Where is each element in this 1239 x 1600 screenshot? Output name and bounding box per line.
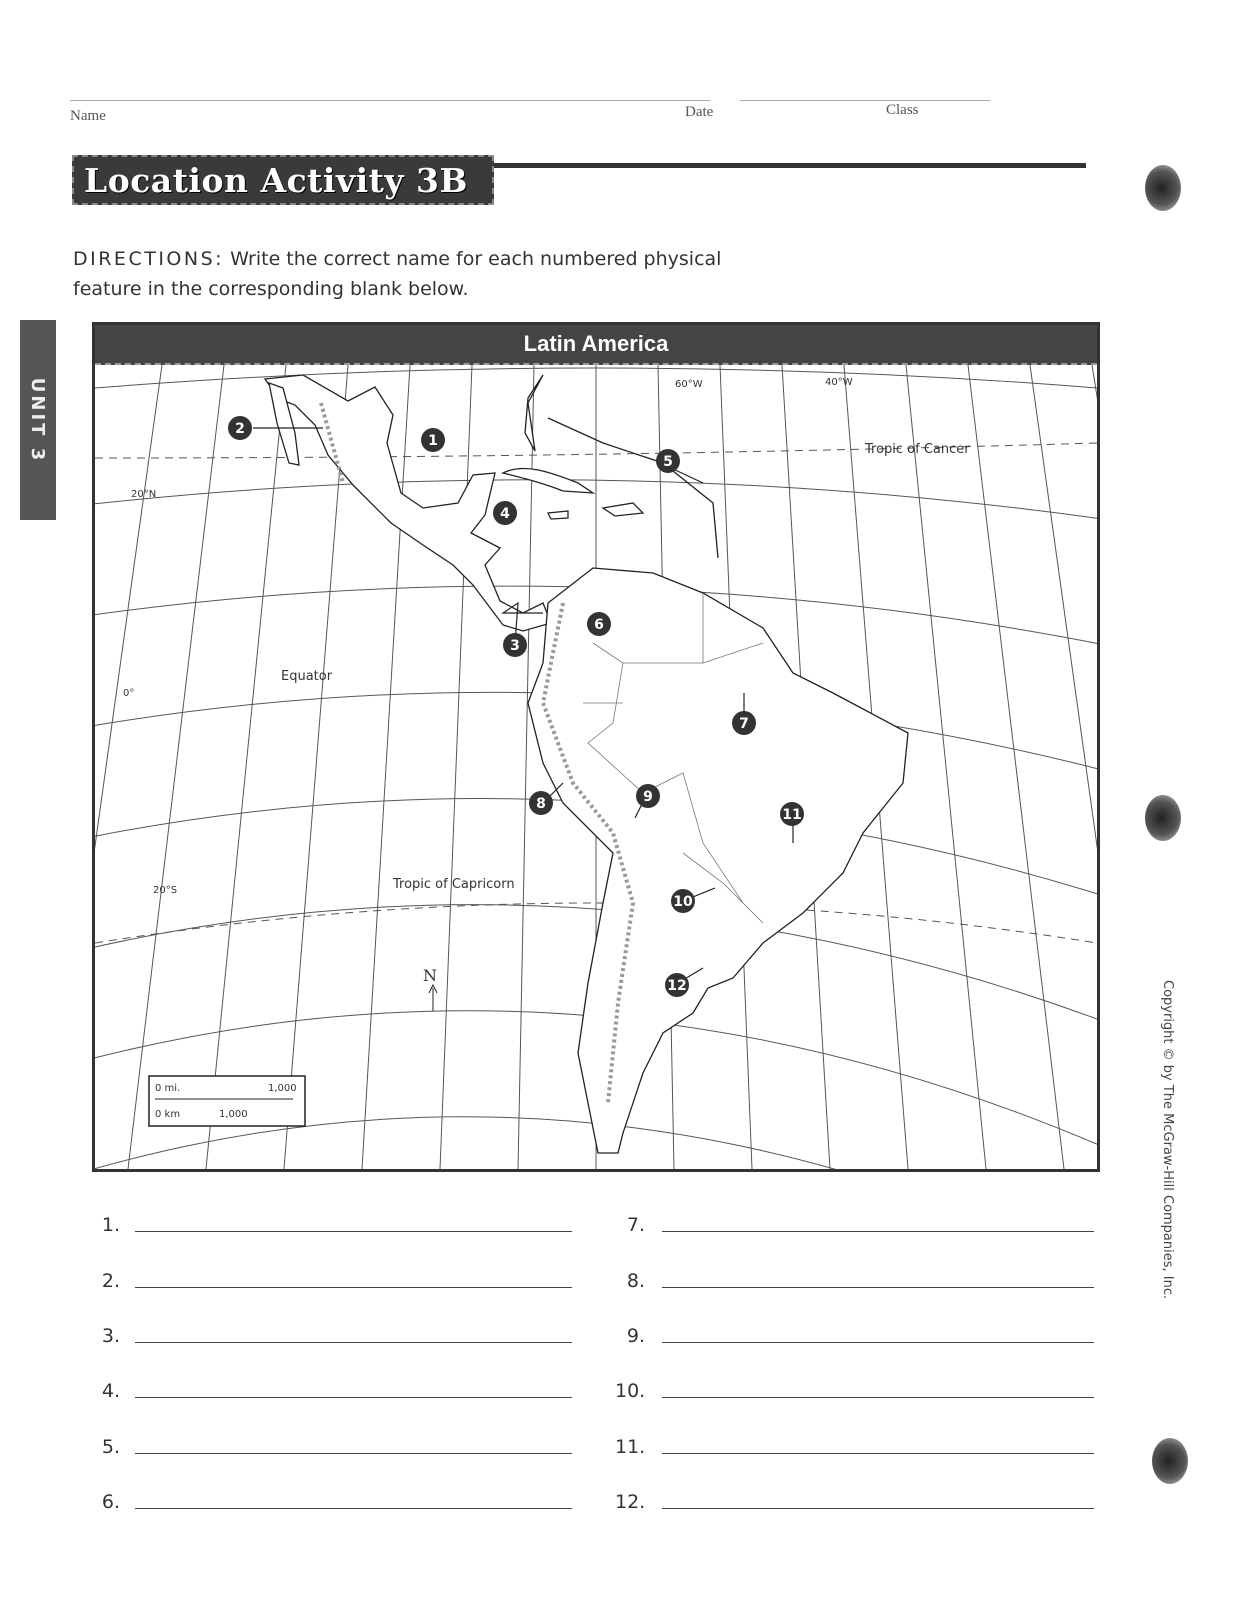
answer-blank-12[interactable]	[662, 1508, 1094, 1509]
label-0: 0°	[123, 688, 135, 699]
title-rule	[494, 163, 1086, 168]
scale-bar	[149, 1076, 305, 1126]
answer-blank-2[interactable]	[135, 1287, 572, 1288]
label-equator: Equator	[281, 669, 333, 684]
landmass-south-america	[528, 568, 908, 1153]
page-title-text: Location Activity 3B	[84, 160, 468, 200]
map-marker-label: 2	[235, 421, 245, 437]
graticule-line	[1030, 365, 1097, 1169]
directions	[73, 244, 793, 304]
label-tropic-capricorn: Tropic of Capricorn	[393, 877, 515, 892]
directions-text: Write the correct name for each numbered physical feature in the corresponding blank below.	[73, 248, 722, 300]
answer-blank-8[interactable]	[662, 1287, 1094, 1288]
answer-blank-1[interactable]	[135, 1231, 572, 1232]
graticule-line	[206, 365, 286, 1169]
map-marker-label: 8	[536, 796, 546, 812]
class-label: Class	[886, 102, 919, 118]
map-marker-label: 1	[428, 433, 438, 449]
answer-number: 8.	[626, 1270, 645, 1292]
map-title: Latin America	[523, 331, 669, 356]
map-marker-label: 9	[643, 789, 653, 805]
map-latin-america	[92, 322, 1100, 1172]
answer-number: 2.	[101, 1270, 120, 1292]
answer-blank-3[interactable]	[135, 1342, 572, 1343]
answer-number: 4.	[101, 1380, 120, 1402]
answer-blank-6[interactable]	[135, 1508, 572, 1509]
map-marker-label: 5	[663, 454, 673, 470]
label-60w: 60°W	[675, 379, 703, 390]
answer-number: 12.	[615, 1491, 646, 1513]
answer-blank-11[interactable]	[662, 1453, 1094, 1454]
map-marker-label: 11	[782, 807, 802, 823]
answer-blank-7[interactable]	[662, 1231, 1094, 1232]
name-label: Name	[70, 108, 106, 124]
hole-punch	[1152, 1438, 1188, 1484]
scale-mi-max: 1,000	[268, 1083, 297, 1094]
date-class-line	[740, 100, 990, 101]
answer-number: 9.	[626, 1325, 645, 1347]
island-hispaniola	[603, 503, 643, 516]
north-arrow-icon	[429, 985, 437, 1011]
scale-km-zero: 0 km	[155, 1109, 181, 1120]
answer-number: 5.	[101, 1436, 120, 1458]
island-cuba	[503, 468, 593, 493]
graticule-line	[968, 365, 1064, 1169]
answer-blank-4[interactable]	[135, 1397, 572, 1398]
graticule-line	[906, 365, 986, 1169]
date-label: Date	[685, 104, 714, 120]
label-20s: 20°S	[153, 885, 178, 896]
island-jamaica	[548, 511, 568, 519]
answer-blank-10[interactable]	[662, 1397, 1094, 1398]
unit-tab	[20, 320, 56, 520]
directions-lead: DIRECTIONS:	[73, 248, 225, 270]
page-title	[72, 155, 494, 205]
hole-punch	[1145, 165, 1181, 211]
label-20n: 20°N	[131, 489, 157, 500]
graticule-line	[1092, 365, 1097, 1169]
label-tropic-cancer: Tropic of Cancer	[865, 442, 970, 457]
answer-blank-5[interactable]	[135, 1453, 572, 1454]
unit-tab-text: UNIT 3	[27, 377, 49, 463]
graticule-line	[95, 365, 162, 1169]
map-marker-label: 6	[594, 617, 604, 633]
label-40w: 40°W	[825, 377, 853, 388]
answer-number: 6.	[101, 1491, 120, 1513]
map-marker-label: 10	[673, 894, 693, 910]
answer-number: 10.	[615, 1380, 646, 1402]
answer-number: 1.	[101, 1214, 120, 1236]
north-arrow-label: N	[423, 966, 437, 985]
name-line	[70, 100, 710, 101]
map-marker-label: 3	[510, 638, 520, 654]
map-canvas	[95, 365, 1097, 1169]
scale-km-max: 1,000	[219, 1109, 248, 1120]
answer-number: 3.	[101, 1325, 120, 1347]
graticule-line	[128, 365, 224, 1169]
graticule-line	[518, 365, 534, 1169]
scale-mi-zero: 0 mi.	[155, 1083, 181, 1094]
answer-blank-9[interactable]	[662, 1342, 1094, 1343]
map-marker-label: 7	[739, 716, 749, 732]
copyright: Copyright © by The McGraw-Hill Companies, Inc.	[1160, 980, 1175, 1300]
map-marker-label: 12	[667, 978, 687, 994]
hole-punch	[1145, 795, 1181, 841]
map-marker-label: 4	[500, 506, 510, 522]
answer-number: 11.	[615, 1436, 646, 1458]
map-title-band	[95, 325, 1097, 365]
answer-number: 7.	[626, 1214, 645, 1236]
